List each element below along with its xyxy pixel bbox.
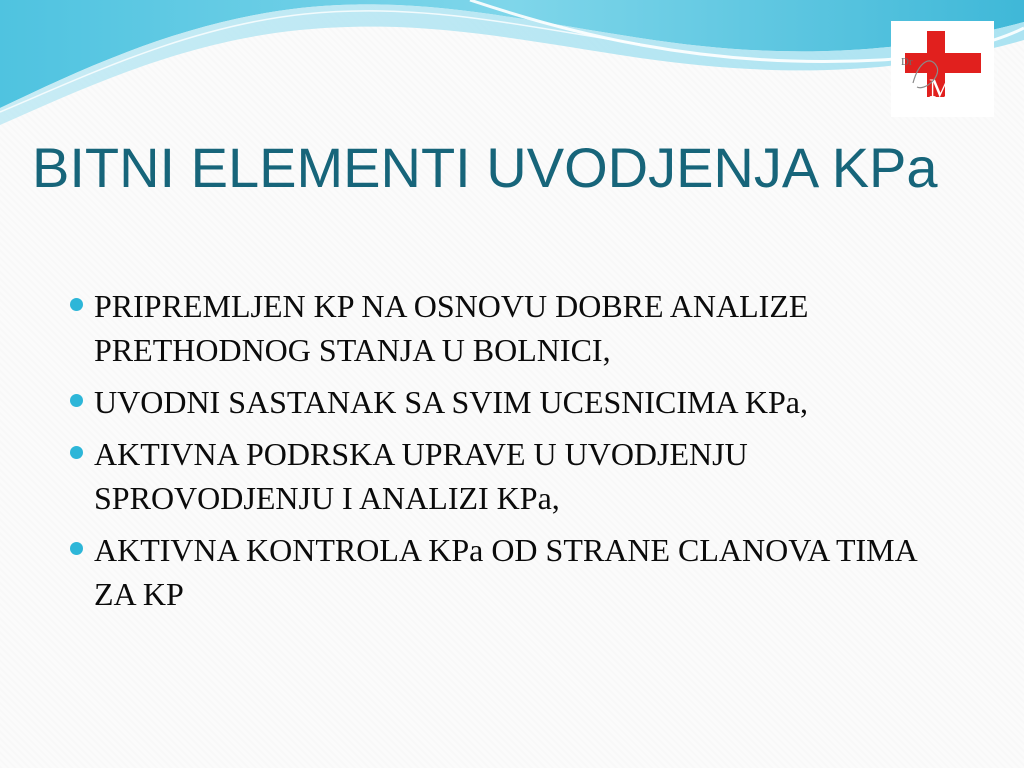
- bullet-text: AKTIVNA KONTROLA KPa OD STRANE CLANOVA TIMA ZA KP: [94, 532, 916, 612]
- bullet-dot-icon: [70, 394, 83, 407]
- bullet-item: [70, 284, 950, 372]
- bullet-list: [70, 284, 950, 624]
- svg-text:Dr: Dr: [901, 56, 913, 68]
- bullet-dot-icon: [70, 298, 83, 311]
- header-wave-decoration: [0, 0, 1024, 130]
- dr-m-logo: [891, 21, 994, 117]
- bullet-text: AKTIVNA PODRSKA UPRAVE U UVODJENJU SPROVODJENJU I ANALIZI KPa,: [94, 436, 748, 516]
- slide-title: BITNI ELEMENTI UVODJENJA KPa: [32, 136, 938, 199]
- bullet-text: PRIPREMLJEN KP NA OSNOVU DOBRE ANALIZE PRETHODNOG STANJA U BOLNICI,: [94, 288, 809, 368]
- bullet-item: [70, 528, 950, 616]
- bullet-text: UVODNI SASTANAK SA SVIM UCESNICIMA KPa,: [94, 384, 808, 420]
- svg-text:M: M: [929, 74, 953, 103]
- bullet-item: [70, 380, 950, 424]
- bullet-item: [70, 432, 950, 520]
- bullet-dot-icon: [70, 446, 83, 459]
- red-cross-icon: [891, 21, 994, 117]
- bullet-dot-icon: [70, 542, 83, 555]
